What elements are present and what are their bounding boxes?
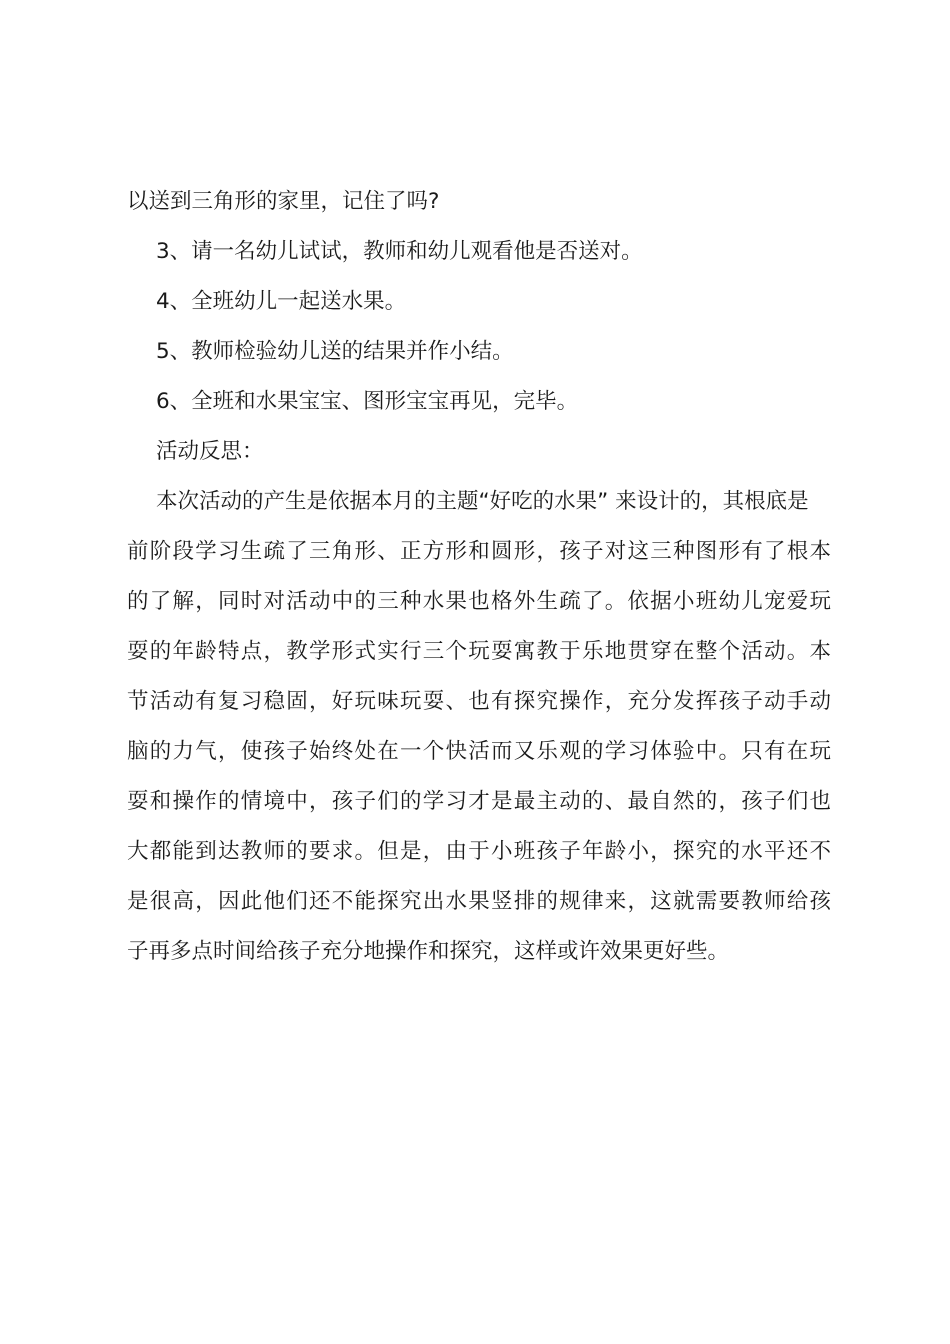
step-4: 4、全班幼儿一起送水果。 [156, 289, 407, 314]
text-line: 以送到三角形的家里，记住了吗? [127, 189, 440, 214]
reflection-line: 耍的年龄特点，教学形式实行三个玩耍寓教于乐地贯穿在整个活动。本 [127, 639, 831, 664]
reflection-line: 脑的力气，使孩子始终处在一个快活而又乐观的学习体验中。只有在玩 [127, 739, 831, 764]
reflection-line: 耍和操作的情境中，孩子们的学习才是最主动的、最自然的，孩子们也 [127, 789, 831, 814]
document-body [127, 177, 837, 977]
section-heading-reflection: 活动反思： [156, 439, 264, 464]
step-5: 5、教师检验幼儿送的结果并作小结。 [156, 339, 514, 364]
reflection-line: 本次活动的产生是依据本月的主题“好吃的水果” 来设计的，其根底是 [156, 489, 809, 514]
reflection-line: 是很高，因此他们还不能探究出水果竖排的规律来，这就需要教师给孩 [127, 889, 831, 914]
reflection-line: 节活动有复习稳固，好玩味玩耍、也有探究操作，充分发挥孩子动手动 [127, 689, 831, 714]
reflection-line: 前阶段学习生疏了三角形、正方形和圆形，孩子对这三种图形有了根本 [127, 539, 831, 564]
reflection-line: 的了解，同时对活动中的三种水果也格外生疏了。依据小班幼儿宠爱玩 [127, 589, 831, 614]
reflection-line: 子再多点时间给孩子充分地操作和探究，这样或许效果更好些。 [127, 939, 730, 964]
step-6: 6、全班和水果宝宝、图形宝宝再见，完毕。 [156, 389, 579, 414]
step-3: 3、请一名幼儿试试，教师和幼儿观看他是否送对。 [156, 239, 643, 264]
reflection-line: 大都能到达教师的要求。但是，由于小班孩子年龄小，探究的水平还不 [127, 839, 831, 864]
